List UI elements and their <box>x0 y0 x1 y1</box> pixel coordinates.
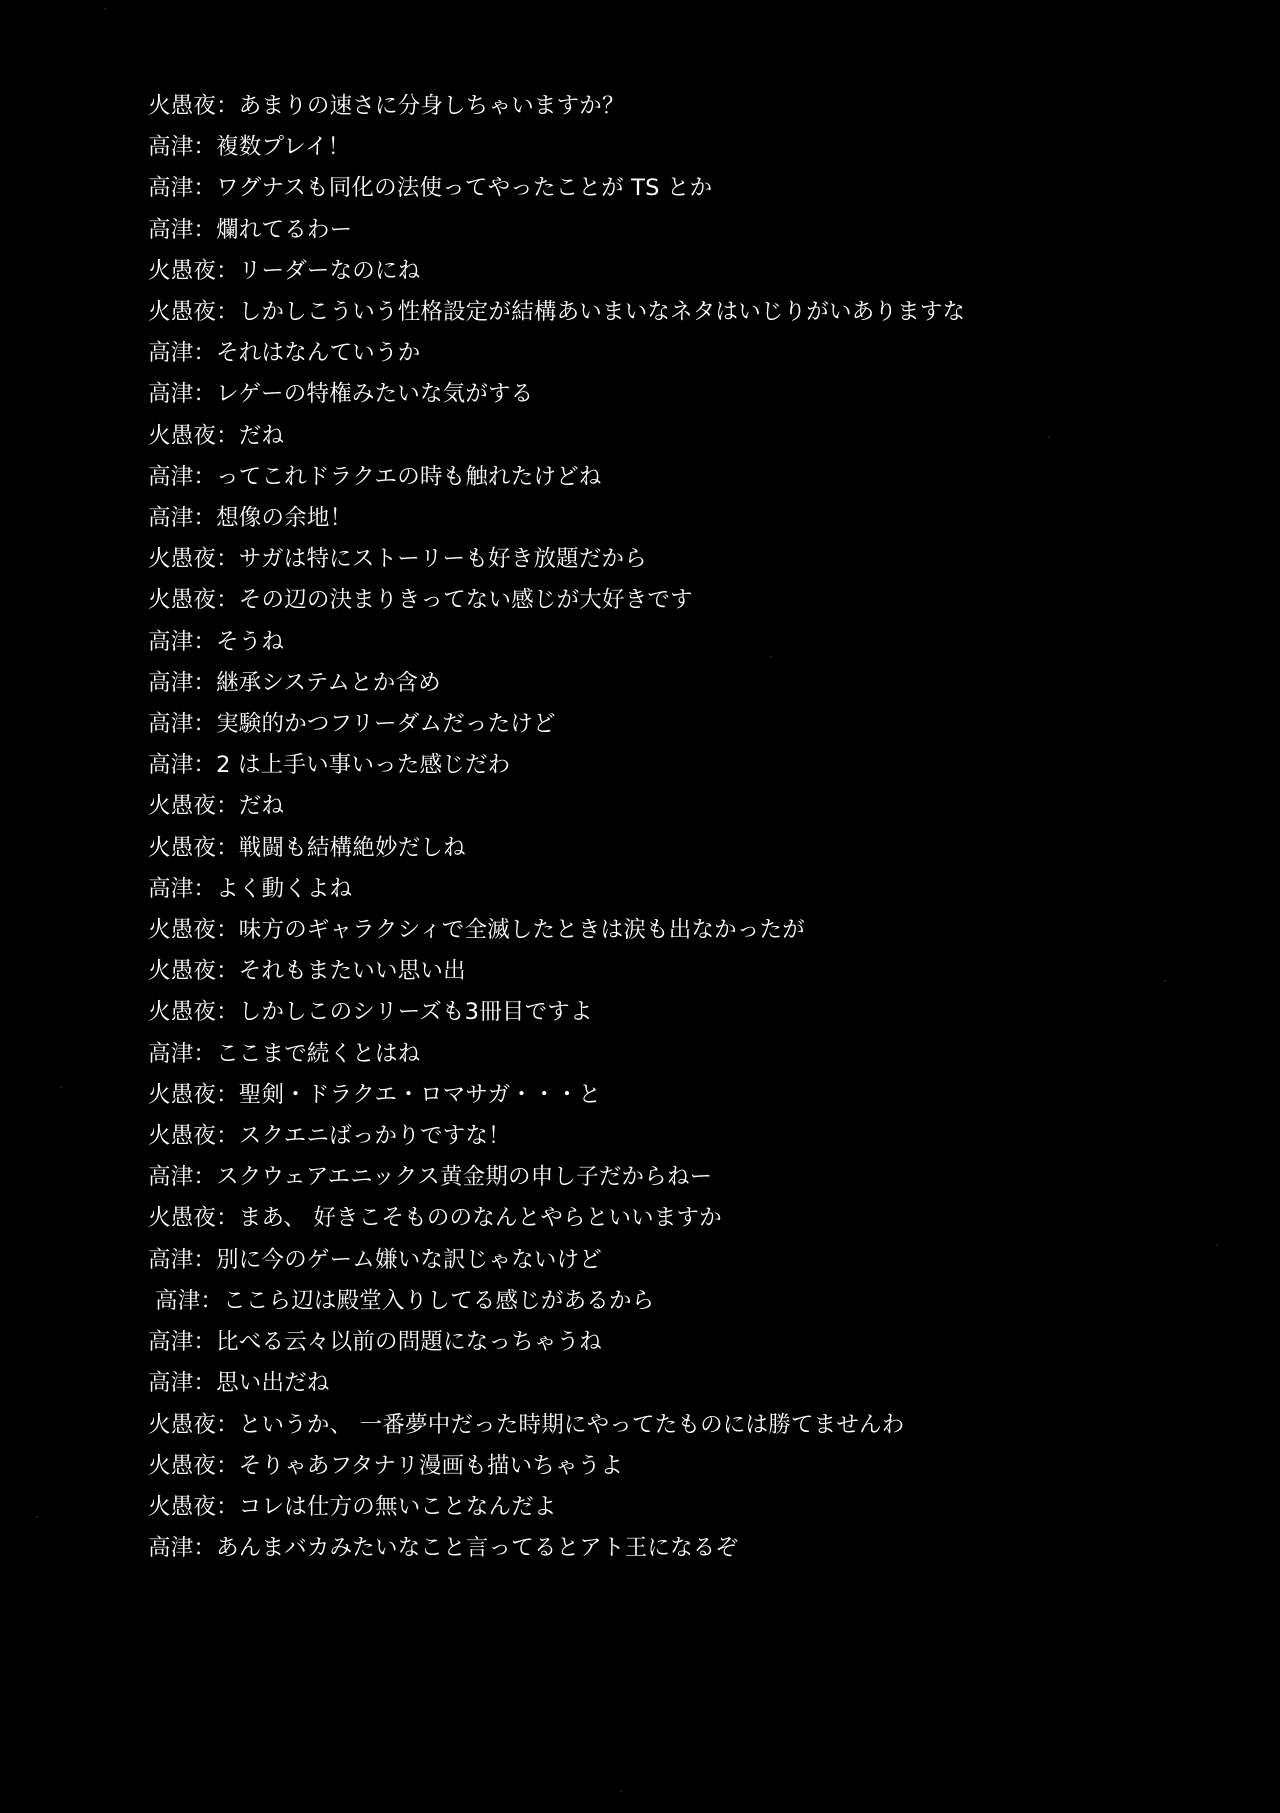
noise-speck <box>1164 980 1166 982</box>
transcript-line: 火愚夜：コレは仕方の無いことなんだよ <box>148 1493 557 1520</box>
transcript-line: 高津：爛れてるわー <box>148 216 353 243</box>
transcript-line: 火愚夜：リーダーなのにね <box>148 257 421 284</box>
transcript-line: 火愚夜：その辺の決まりきってない感じが大好きです <box>148 587 693 614</box>
transcript-line: 火愚夜：聖剣・ドラクエ・ロマサガ・・・と <box>148 1081 602 1108</box>
transcript-line: 高津：ワグナスも同化の法使ってやったことが TS とか <box>148 175 713 202</box>
transcript-line: 高津：2 は上手い事いった感じだわ <box>148 752 511 779</box>
transcript-line: 高津：継承システムとか含め <box>148 669 441 696</box>
transcript-line: 高津：ここまで続くとはね <box>148 1040 421 1067</box>
chat-transcript <box>148 86 1148 1569</box>
transcript-line: 火愚夜：あまりの速さに分身しちゃいますか？ <box>148 93 625 119</box>
transcript-line: 高津：ここら辺は殿堂入りしてる感じがあるから <box>155 1287 655 1314</box>
transcript-line: 高津：あんまバカみたいなこと言ってるとアト王になるぞ <box>148 1535 739 1562</box>
transcript-line: 火愚夜：スクエニばっかりですな！ <box>148 1123 511 1150</box>
transcript-line: 高津：想像の余地！ <box>148 505 353 532</box>
transcript-line: 火愚夜：だね <box>148 793 285 820</box>
transcript-line: 高津：それはなんていうか <box>148 340 421 367</box>
transcript-line: 火愚夜：戦闘も結構絶妙だしね <box>148 834 466 861</box>
transcript-line: 高津：スクウェアエニックス黄金期の申し子だからねー <box>148 1164 713 1191</box>
transcript-line: 高津：そうね <box>148 628 285 655</box>
transcript-line: 火愚夜：そりゃあフタナリ漫画も描いちゃうよ <box>148 1452 624 1479</box>
noise-speck <box>620 1790 622 1792</box>
noise-speck <box>36 1516 38 1518</box>
transcript-line: 火愚夜：しかしこういう性格設定が結構あいまいなネタはいじりがいありますな <box>148 299 966 326</box>
transcript-line: 火愚夜：サガは特にストーリーも好き放題だから <box>148 546 647 573</box>
transcript-line: 高津：比べる云々以前の問題になっちゃうね <box>148 1329 603 1356</box>
transcript-line: 高津：複数プレイ！ <box>148 134 351 161</box>
transcript-line: 高津：ってこれドラクエの時も触れたけどね <box>148 463 602 490</box>
transcript-line: 高津：レゲーの特権みたいな気がする <box>148 381 534 408</box>
transcript-line: 火愚夜：しかしこのシリーズも3冊目ですよ <box>148 999 593 1026</box>
transcript-line: 火愚夜：だね <box>148 422 285 449</box>
transcript-line: 火愚夜：それもまたいい思い出 <box>148 958 466 985</box>
transcript-line: 高津：思い出だね <box>148 1370 330 1397</box>
transcript-line: 火愚夜：まあ、 好きこそもののなんとやらといいますか <box>148 1205 722 1232</box>
transcript-line: 高津：よく動くよね <box>148 875 353 902</box>
transcript-line: 高津：実験的かつフリーダムだったけど <box>148 711 556 738</box>
transcript-line: 火愚夜：味方のギャラクシィで全滅したときは涙も出なかったが <box>148 917 805 944</box>
noise-speck <box>60 1086 62 1088</box>
noise-speck <box>104 8 106 10</box>
transcript-line: 火愚夜：というか、 一番夢中だった時期にやってたものには勝てませんわ <box>148 1411 905 1438</box>
transcript-line: 高津：別に今のゲーム嫌いな訳じゃないけど <box>148 1246 603 1273</box>
noise-speck <box>1216 1244 1218 1246</box>
